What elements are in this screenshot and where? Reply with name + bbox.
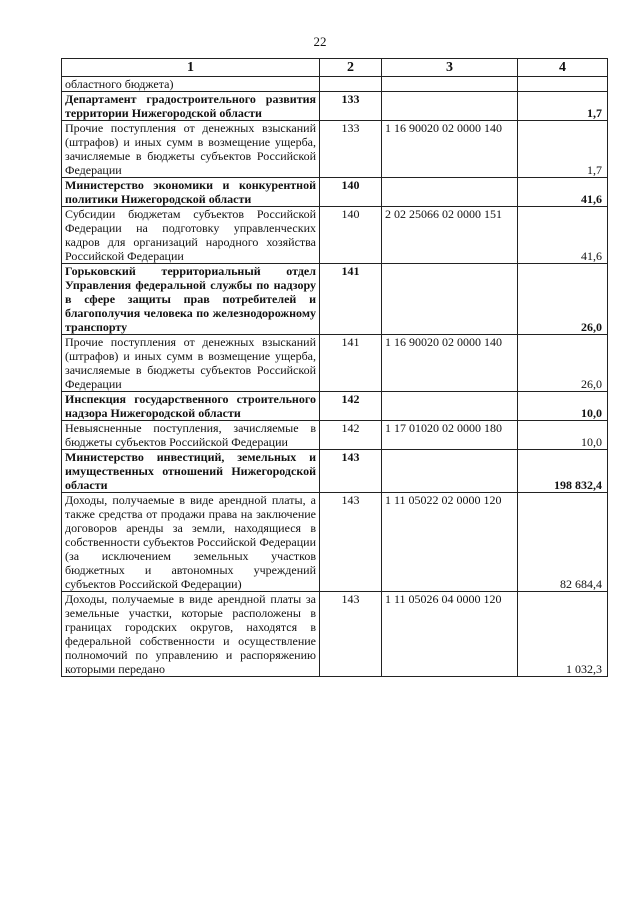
row-kbk: 1 16 90020 02 0000 140 [382,335,518,392]
row-kbk [382,77,518,92]
column-header: 4 [518,59,608,77]
row-admin-code: 140 [320,207,382,264]
row-admin-code: 133 [320,92,382,121]
row-admin-code: 143 [320,592,382,677]
row-kbk [382,178,518,207]
row-amount: 1,7 [518,92,608,121]
table-row [62,421,608,450]
row-admin-code: 141 [320,335,382,392]
row-amount: 41,6 [518,207,608,264]
column-header: 2 [320,59,382,77]
table-row-department [62,178,608,207]
row-name: Министерство экономики и конкурентной политики Нижегородской области [62,178,320,207]
row-admin-code: 140 [320,178,382,207]
row-kbk [382,392,518,421]
row-name: Доходы, получаемые в виде арендной платы, а также средства от продажи права на заключение договоров аренды за земли, находящиеся в собственности субъектов Российской Федерации (за исключением земельных участков бюджетных и автономных учреждений субъектов Российской Федерации) [62,493,320,592]
table-row [62,121,608,178]
row-amount: 10,0 [518,392,608,421]
row-name: Министерство инвестиций, земельных и имущественных отношений Нижегородской области [62,450,320,493]
row-admin-code: 133 [320,121,382,178]
row-kbk [382,450,518,493]
row-amount: 82 684,4 [518,493,608,592]
row-admin-code [320,77,382,92]
table-row [62,207,608,264]
row-amount [518,77,608,92]
row-admin-code: 141 [320,264,382,335]
row-amount: 10,0 [518,421,608,450]
row-name: областного бюджета) [62,77,320,92]
row-kbk: 2 02 25066 02 0000 151 [382,207,518,264]
row-name: Невыясненные поступления, зачисляемые в бюджеты субъектов Российской Федерации [62,421,320,450]
table-row-department [62,264,608,335]
table-row-department [62,92,608,121]
column-header: 3 [382,59,518,77]
row-kbk [382,92,518,121]
row-name: Инспекция государственного строительного надзора Нижегородской области [62,392,320,421]
row-admin-code: 142 [320,421,382,450]
table-header-row [62,59,608,77]
row-amount: 1 032,3 [518,592,608,677]
row-amount: 26,0 [518,335,608,392]
row-kbk: 1 17 01020 02 0000 180 [382,421,518,450]
revenue-table [61,58,608,677]
table-row [62,592,608,677]
page-number: 22 [313,34,327,49]
row-name: Прочие поступления от денежных взысканий (штрафов) и иных сумм в возмещение ущерба, зачисляемые в бюджеты субъектов Российской Федерации [62,121,320,178]
row-admin-code: 142 [320,392,382,421]
row-amount: 26,0 [518,264,608,335]
row-name: Горьковский территориальный отдел Управления федеральной службы по надзору в сфере защиты прав потребителей и благополучия человека по железнодорожному транспорту [62,264,320,335]
row-name: Прочие поступления от денежных взысканий (штрафов) и иных сумм в возмещение ущерба, зачисляемые в бюджеты субъектов Российской Федерации [62,335,320,392]
row-kbk: 1 11 05026 04 0000 120 [382,592,518,677]
row-amount: 41,6 [518,178,608,207]
row-name: Субсидии бюджетам субъектов Российской Федерации на подготовку управленческих кадров для организаций народного хозяйства Российской Федерации [62,207,320,264]
row-admin-code: 143 [320,450,382,493]
row-amount: 198 832,4 [518,450,608,493]
row-admin-code: 143 [320,493,382,592]
row-kbk: 1 11 05022 02 0000 120 [382,493,518,592]
row-amount: 1,7 [518,121,608,178]
row-kbk [382,264,518,335]
column-header: 1 [62,59,320,77]
table-row-department [62,392,608,421]
row-kbk: 1 16 90020 02 0000 140 [382,121,518,178]
table-row-department [62,450,608,493]
row-name: Департамент градостроительного развития территории Нижегородской области [62,92,320,121]
row-name: Доходы, получаемые в виде арендной платы за земельные участки, которые расположены в границах городских округов, находятся в федеральной собственности и осуществление полномочий по управлению и распоряжению которыми передано [62,592,320,677]
table-row [62,335,608,392]
table-row [62,493,608,592]
table-row [62,77,608,92]
